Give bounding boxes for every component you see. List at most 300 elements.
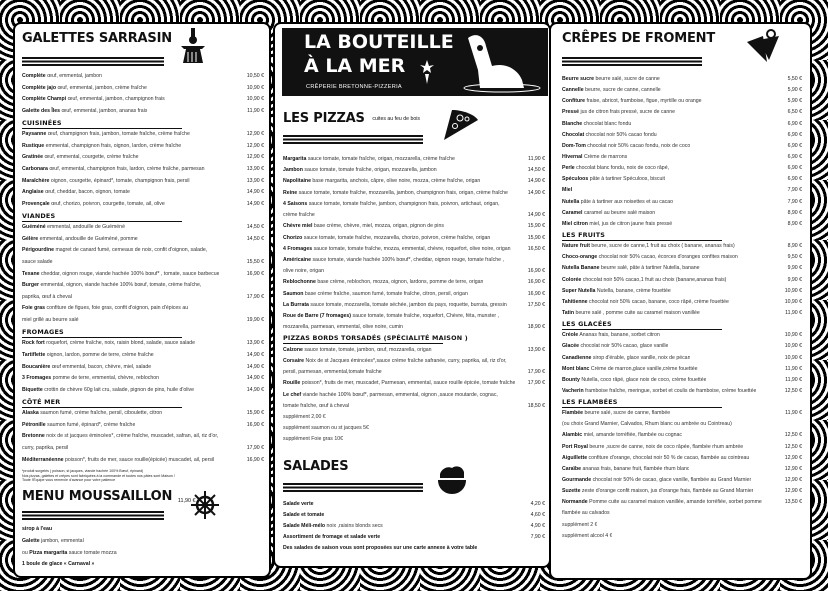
item-description: sauce tomate, mozzarella, tomate séchée, jambon du pays, roquette, burrata, gressin xyxy=(310,301,507,308)
item-description: oignon, lardon, pomme de terre, crème fraîche xyxy=(46,351,154,358)
item-price: 14,50 € xyxy=(246,224,264,231)
item-price: 11,90 € xyxy=(785,365,802,372)
item-price: 12,90 € xyxy=(246,154,264,161)
item-price: 19,90 € xyxy=(246,317,264,324)
item-price: 16,90 € xyxy=(527,290,545,297)
item-price: 14,90 € xyxy=(246,375,264,382)
item-price: 13,90 € xyxy=(246,165,264,172)
item-price: 14,90 € xyxy=(527,212,545,219)
menu-item xyxy=(562,375,802,386)
item-name: Burger xyxy=(22,282,40,289)
item-price: 12,50 € xyxy=(784,432,802,439)
item-description: chocolat noir 50% cacao,1 fruit au choix (banane,ananas frais) xyxy=(582,276,727,283)
item-price: 6,90 € xyxy=(787,153,802,160)
item-price: 6,90 € xyxy=(787,176,802,183)
item-price: 12,90 € xyxy=(784,488,802,495)
item-name: Galette des Îles xyxy=(22,107,61,114)
item-price: 16,90 € xyxy=(246,270,264,277)
menu-item xyxy=(22,83,264,95)
menu-item xyxy=(22,304,264,316)
item-name: Complète jajo xyxy=(22,84,57,91)
item-name: Foie gras xyxy=(22,305,46,312)
menu-item xyxy=(562,330,802,341)
item-description: Nutella, banane, crème fouettée xyxy=(596,287,671,294)
item-price: 17,90 € xyxy=(527,369,545,376)
item-name: 4 Saisons xyxy=(283,200,308,207)
menu-item xyxy=(283,401,545,412)
item-description: crème fraîche xyxy=(283,212,315,219)
item-price: 12,90 € xyxy=(784,454,802,461)
item-description: persil, parmesan, emmental,tomate fraîche xyxy=(283,369,382,376)
item-name: Texane xyxy=(22,270,40,277)
item-description: ou xyxy=(22,549,30,556)
item-price: 11,90 € xyxy=(785,309,802,316)
item-description: Crème de marron,glace vanille,crème fouettée xyxy=(590,365,698,372)
item-price: 7,90 € xyxy=(787,187,802,194)
item-description: noix de st jacques émincées*, crème fraîche, muscadet, safran, ail, riz d'or, xyxy=(46,433,219,440)
galettes-list xyxy=(22,71,264,466)
item-description: pâte à tartiner Spéculoos, biscuit xyxy=(589,176,665,183)
item-name: Gélère xyxy=(22,235,39,242)
item-description: miel grillé au beurre salé xyxy=(22,317,79,324)
bottle-mascot-icon xyxy=(462,32,544,94)
item-description: supplément alcool 4 € xyxy=(562,532,613,539)
item-description: poisson*, fruits de mer, sauce rouille(épicée) muscadet, ail, persil xyxy=(64,456,215,463)
item-description: chocolat blanc fondu xyxy=(583,120,632,127)
pizza-slice-icon xyxy=(440,106,480,142)
logo-banner xyxy=(282,28,548,96)
menu-item xyxy=(22,362,264,374)
menu-moussaillon-list xyxy=(22,524,264,570)
menu-item xyxy=(562,185,802,196)
item-description: paprika, œuf à cheval xyxy=(22,293,72,300)
menu-item xyxy=(22,420,264,432)
item-price: 15,90 € xyxy=(527,223,545,230)
menu-item xyxy=(562,431,802,442)
menu-item xyxy=(283,221,545,232)
menu-moussaillon-header xyxy=(22,488,264,505)
item-price: 14,90 € xyxy=(246,386,264,393)
menu-item xyxy=(562,475,802,486)
item-name: Des salades de saison vous sont proposées sur une carte annexe à votre table xyxy=(283,544,478,551)
item-name: Miel citron xyxy=(562,220,588,227)
item-description: Pomme cuite au caramel maison vanillée, amande torréfiée, sorbet pomme xyxy=(589,499,762,506)
item-price: 14,90 € xyxy=(246,351,264,358)
item-description: chocolat noir 50% de cacao, glace vanille, flambée au Grand Marnier xyxy=(592,477,752,484)
pizzas-column xyxy=(283,110,545,554)
menu-item xyxy=(22,524,264,536)
item-price: 17,50 € xyxy=(527,301,545,308)
menu-item xyxy=(22,141,264,153)
pizzas-list xyxy=(283,154,545,446)
galettes-title: GALETTES SARRASIN xyxy=(22,31,172,46)
item-name: Dom-Tom xyxy=(562,142,586,149)
breton-figure-icon xyxy=(178,28,208,66)
item-description: chocolat noir 50% cacao, glace vanille xyxy=(580,343,669,350)
footnote: Nos pizzas, galettes et crêpes sont fabriquées à la commande et toutes nos pâtes sont Maison ! xyxy=(22,473,175,478)
item-name: Boucanière xyxy=(22,363,51,370)
menu-item xyxy=(22,443,264,455)
item-name: Méditerranéenne xyxy=(22,456,64,463)
menu-item xyxy=(22,106,264,118)
menu-item xyxy=(562,386,802,397)
item-price: 12,50 € xyxy=(784,387,802,394)
section-heading: LES GLACÉES xyxy=(562,320,722,330)
item-description: Noix de st Jacques émincées*,sauce crème fraîche safranée, curry, paprika, ail, riz d'or, xyxy=(305,357,507,364)
menu-item xyxy=(22,338,264,350)
menu-item xyxy=(562,208,802,219)
menu-item xyxy=(283,532,545,543)
menu-item xyxy=(22,373,264,385)
item-name: Colorée xyxy=(562,276,582,283)
item-name: Corsaire xyxy=(283,357,305,364)
menu-item xyxy=(22,94,264,106)
menu-item xyxy=(562,419,802,430)
ship-wheel-icon xyxy=(190,490,220,520)
menu-item xyxy=(562,152,802,163)
menu-item xyxy=(562,464,802,475)
footnote: Toute l'Équipe vous remercie d'avance pour votre patience xyxy=(22,478,116,483)
menu-item xyxy=(283,390,545,401)
item-price: 6,90 € xyxy=(787,165,802,172)
menu-item xyxy=(283,188,545,199)
item-description: pâte à tartiner aux noisettes et au cacao xyxy=(580,198,674,205)
item-description: supplément saumon ou st jacques 5€ xyxy=(283,425,369,432)
menu-item xyxy=(283,378,545,389)
menu-item xyxy=(22,269,264,281)
crepes-icon xyxy=(745,28,781,64)
item-price: 14,50 € xyxy=(527,167,545,174)
item-name: Chocolat xyxy=(562,131,585,138)
menu-item xyxy=(562,174,802,185)
item-description: œuf emmental, bacon, chèvre, miel, salade xyxy=(51,363,152,370)
menu-item xyxy=(562,163,802,174)
logo-line1: LA BOUTEILLE xyxy=(304,31,454,53)
item-name: Gourmande xyxy=(562,477,592,484)
item-price: 9,90 € xyxy=(787,265,802,272)
menu-item xyxy=(283,210,545,221)
footnotes xyxy=(22,469,264,482)
item-name: Guéméné xyxy=(22,224,46,231)
item-description: sauce tomate mozza xyxy=(67,549,117,556)
menu-item xyxy=(283,345,545,356)
item-name: Blanche xyxy=(562,120,583,127)
item-name: Jambon xyxy=(283,167,303,174)
item-description: miel, amande torréfiée, flambée ou cognac xyxy=(583,432,682,439)
item-name: Complète Champi xyxy=(22,96,67,103)
section-heading: CÔTÉ MER xyxy=(22,398,182,408)
item-price: 18,90 € xyxy=(527,324,545,331)
item-description: miel, jus de citron jaune frais pressé xyxy=(589,220,673,227)
menu-item xyxy=(283,300,545,311)
item-description: emmental, oignon, viande hachée 100% bœuf, tomate, crème fraîche, xyxy=(40,282,202,289)
title-stripes xyxy=(283,483,423,493)
menu-item xyxy=(562,252,802,263)
menu-item xyxy=(283,423,545,434)
crepes-column xyxy=(562,30,802,542)
title-stripes xyxy=(22,57,164,67)
section-heading: FROMAGES xyxy=(22,328,182,338)
item-price: 13,90 € xyxy=(246,177,264,184)
menu-item xyxy=(283,233,545,244)
menu-item xyxy=(562,107,802,118)
item-name: Chèvre miel xyxy=(283,223,313,230)
item-price: 4,20 € xyxy=(530,500,545,507)
item-description: emmental, andouille de Guéméné xyxy=(47,224,125,231)
item-price: 16,90 € xyxy=(246,421,264,428)
item-description: cheddar, oignon rouge, viande hachée 100% bœuf* , tomate, sauce barbecue xyxy=(40,270,220,277)
item-name: Mont blanc xyxy=(562,365,590,372)
galettes-column xyxy=(22,30,264,571)
item-description: beurre salé, sucre de canne xyxy=(595,75,660,82)
item-name: Pizza margarita xyxy=(29,549,68,556)
item-description: œuf, emmental, jambon, crème fraîche xyxy=(57,84,147,91)
item-description: base crème, chèvre, miel, mozza, origan, pignon de pins xyxy=(313,223,444,230)
item-name: sirop à l'eau xyxy=(22,526,53,533)
item-name: Alambic xyxy=(562,432,583,439)
menu-item xyxy=(22,408,264,420)
menu-item xyxy=(283,367,545,378)
item-price: 9,50 € xyxy=(787,254,802,261)
item-price: 10,90 € xyxy=(246,84,264,91)
menu-item xyxy=(22,199,264,211)
item-price: 16,90 € xyxy=(246,456,264,463)
menu-item xyxy=(562,520,802,531)
salades-list xyxy=(283,499,545,554)
logo-tagline: CRÊPERIE BRETONNE-PIZZERIA xyxy=(306,84,402,90)
menu-item xyxy=(562,486,802,497)
item-description: œuf, emmental, jambon xyxy=(47,72,102,79)
item-price: 11,90 € xyxy=(785,410,802,417)
item-description: sauce tomate, viande hachée 100% bœuf*, cheddar, oignon rouge, tomate fraîche , xyxy=(312,256,504,263)
item-name: Confiture xyxy=(562,98,586,105)
item-description: chocolat noir 50% cacao fondu xyxy=(585,131,657,138)
menu-item xyxy=(22,234,264,246)
item-name: Choco-orange xyxy=(562,254,598,261)
item-description: sirop d'érable, glace vanille, noix de pécan xyxy=(592,354,691,361)
item-name: Périgourdine xyxy=(22,247,54,254)
item-description: supplément 2 € xyxy=(562,521,598,528)
menu-item xyxy=(562,497,802,508)
item-price: 18,50 € xyxy=(527,402,545,409)
item-name: Paysanne xyxy=(22,131,47,138)
item-price: 17,90 € xyxy=(527,380,545,387)
pizzas-header xyxy=(283,110,545,127)
item-name: Caramel xyxy=(562,209,583,216)
pizzas-subtitle: cuites au feu de bois xyxy=(372,115,420,122)
item-name: 1 boule de glace « Carnaval » xyxy=(22,561,95,568)
menu-item xyxy=(283,277,545,288)
item-description: base crème, reblochon, mozza, oignon, lardons, pomme de terre, origan xyxy=(317,279,484,286)
item-description: beurre ,sucre de canne, noix de coco râpée, flambée rhum ambrée xyxy=(589,443,744,450)
item-name: 3 Fromages xyxy=(22,375,52,382)
menu-item xyxy=(22,129,264,141)
item-name: Rock fort xyxy=(22,340,45,347)
item-name: Roue de Barre (7 fromages) xyxy=(283,313,352,320)
item-description: œuf, emmental, champignon frais, lardon, crème fraîche, parmesan xyxy=(49,165,205,172)
item-price: 16,90 € xyxy=(527,268,545,275)
item-name: Nutella Banane xyxy=(562,265,600,272)
item-name: Alaska xyxy=(22,410,39,417)
item-description: beurre, sucre de canne, cannelle xyxy=(585,87,661,94)
menu-item xyxy=(22,431,264,443)
item-price: 8,90 € xyxy=(787,243,802,250)
item-name: Salade verte xyxy=(283,500,314,507)
menu-item xyxy=(283,499,545,510)
item-price: 12,90 € xyxy=(246,142,264,149)
menu-item xyxy=(562,119,802,130)
item-description: base margarita, anchois, câpre, olive noire, mozza, crème fraîche, origan xyxy=(312,178,481,185)
menu-item xyxy=(22,292,264,304)
item-name: Miel xyxy=(562,187,573,194)
item-description: jambon, emmental xyxy=(41,538,84,545)
item-name: Maraîchère xyxy=(22,177,50,184)
item-description: beurre salé, pâte à tartiner Nutella, banane xyxy=(600,265,700,272)
item-price: 16,90 € xyxy=(527,279,545,286)
section-heading: CUISINÉES xyxy=(22,119,182,129)
section-heading: PIZZAS BORDS TORSADÉS (SPÉCIALITÉ MAISON ) xyxy=(283,334,468,343)
menu-item xyxy=(562,197,802,208)
section-heading: VIANDES xyxy=(22,212,182,222)
item-description: chocolat noir 50% cacao, banane, coco râpé, crème fouettée xyxy=(589,298,729,305)
item-description: curry, paprika, persil xyxy=(22,444,69,451)
item-name: Napolitaine xyxy=(283,178,311,185)
item-name: Américaine xyxy=(283,256,311,263)
item-price: 13,50 € xyxy=(784,499,802,506)
menu-item xyxy=(562,531,802,542)
menu-item xyxy=(22,315,264,327)
item-name: Complète xyxy=(22,72,46,79)
item-price: 4,90 € xyxy=(530,522,545,529)
ermine-icon xyxy=(420,60,434,84)
menu-item xyxy=(22,385,264,397)
item-name: Vacherin xyxy=(562,387,584,394)
menu-item xyxy=(22,245,264,257)
item-description: caramel au beurre salé maison xyxy=(583,209,656,216)
pizzas-title: LES PIZZAS xyxy=(283,111,365,126)
item-name: Salade et tomate xyxy=(283,511,325,518)
item-description: magret de canard fumé, cerneaux de noix, confit d'oignon, salade, xyxy=(55,247,208,254)
item-price: 14,90 € xyxy=(246,363,264,370)
item-description: base crème fraîche, saumon fumé, tomate fraîche, citron, persil, origan xyxy=(304,290,468,297)
item-name: Beurre sucre xyxy=(562,75,595,82)
item-price: 15,90 € xyxy=(246,410,264,417)
item-price: 14,90 € xyxy=(246,200,264,207)
item-price: 15,50 € xyxy=(246,258,264,265)
menu-item xyxy=(283,322,545,333)
menu-item xyxy=(562,308,802,319)
item-description: sauce salade xyxy=(22,258,53,265)
menu-item xyxy=(283,244,545,255)
item-name: Rustique xyxy=(22,142,45,149)
item-name: Assortiment de fromage et salade verte xyxy=(283,533,381,540)
item-name: Normande xyxy=(562,499,588,506)
item-description: emmental, champignon frais, oignon, lardon, crème fraîche xyxy=(45,142,182,149)
menu-item xyxy=(283,255,545,266)
salad-bowl-icon xyxy=(436,466,468,496)
footnote: *produit surgelés ( poisson, st jacques, viande hachée 100% Bœuf, épinard) xyxy=(22,469,144,474)
item-price: 7,90 € xyxy=(530,533,545,540)
item-description: saumon fumé, crème fraîche, persil, ciboulette, citron xyxy=(40,410,163,417)
title-stripes xyxy=(562,57,702,67)
item-name: Aiguillette xyxy=(562,454,588,461)
item-description: sauce tomate, tomate fraîche, jambon, champignon frais, poivron, artichaut, origan, xyxy=(308,200,500,207)
menu-moussaillon-title: MENU MOUSSAILLON xyxy=(22,489,173,505)
item-description: supplément 2,00 € xyxy=(283,414,326,421)
item-description: framboise fraîche, meringue, sorbet et coulis de framboise, crème fouettée xyxy=(585,387,757,394)
item-name: Tartiflette xyxy=(22,351,46,358)
menu-item xyxy=(283,311,545,322)
item-description: Nutella, coco râpé, glace noix de coco, crème fouettée xyxy=(581,376,707,383)
item-description: (ou choix Grand Marnier, Calvados, Rhum blanc ou ambrée ou Cointreau) xyxy=(562,421,732,428)
menu-item xyxy=(283,543,545,554)
item-description: jus de citron frais pressé, sucre de canne xyxy=(580,109,676,116)
menu-item xyxy=(562,275,802,286)
item-description: œuf, champignon frais, jambon, tomate fraîche, crème fraîche xyxy=(47,131,190,138)
menu-item xyxy=(22,280,264,292)
item-price: 14,90 € xyxy=(527,178,545,185)
item-name: Bounty xyxy=(562,376,580,383)
menu-moussaillon-price: 11,90 € xyxy=(177,498,196,505)
menu-item xyxy=(22,164,264,176)
menu-item xyxy=(562,297,802,308)
item-description: œuf, emmental, jambon, ananas frais xyxy=(61,107,148,114)
item-price: 5,50 € xyxy=(787,75,802,82)
item-description: Ananas frais, banane, sorbet citron xyxy=(579,332,660,339)
item-description: sauce tomate, tomate fraîche, mozzarella, jambon, champignon frais, origan, crème fraîche xyxy=(298,189,508,196)
item-name: Suzette xyxy=(562,488,581,495)
item-name: Port Royal xyxy=(562,443,588,450)
item-description: fraise, abricot, framboise, figue, myrtille ou orange xyxy=(586,98,702,105)
menu-item xyxy=(22,455,264,467)
item-description: oignon, courgette, épinard*, tomate, champignon frais, persil xyxy=(50,177,190,184)
item-price: 13,90 € xyxy=(246,340,264,347)
item-price: 12,90 € xyxy=(784,477,802,484)
item-price: 11,90 € xyxy=(785,376,802,383)
item-price: 8,90 € xyxy=(787,209,802,216)
item-price: 10,90 € xyxy=(784,332,802,339)
menu-item xyxy=(562,442,802,453)
item-description: sauce tomate, tomate fraîche, roquefort, Chèvre, féta, munster , xyxy=(352,313,499,320)
item-price: 14,90 € xyxy=(527,189,545,196)
item-description: sauce tomate, tomate fraîche, mozza, emmental, chèvre, roquefort, olive noire, origan xyxy=(313,245,511,252)
menu-item xyxy=(22,152,264,164)
item-name: Perle xyxy=(562,165,575,172)
menu-item xyxy=(562,263,802,274)
item-price: 12,90 € xyxy=(784,465,802,472)
item-name: Gratinée xyxy=(22,154,44,161)
menu-item xyxy=(562,74,802,85)
item-name: Carbonara xyxy=(22,165,48,172)
item-price: 8,90 € xyxy=(787,220,802,227)
item-name: Calzone xyxy=(283,346,303,353)
menu-item xyxy=(22,350,264,362)
item-description: zeste d'orange confit maison, jus d'orange frais, flambée au Grand Marnier xyxy=(581,488,754,495)
item-name: Galette xyxy=(22,538,40,545)
item-name: Nutella xyxy=(562,198,580,205)
item-price: 7,90 € xyxy=(787,198,802,205)
item-description: olive noire, origan xyxy=(283,268,324,275)
menu-item xyxy=(283,176,545,187)
item-name: Saumon xyxy=(283,290,304,297)
item-name: Tatin xyxy=(562,309,575,316)
menu-item xyxy=(562,286,802,297)
item-description: sauce tomate, tomate fraîche, mozzarella, chorizo, poivron, crème fraîche, origan xyxy=(303,234,491,241)
item-description: sauce tomate, tomate, jambon, œuf, mozzarella, origan xyxy=(304,346,432,353)
item-name: Pressé xyxy=(562,109,580,116)
menu-item xyxy=(283,356,545,367)
item-description: confiture d'orange, chocolat noir 50 % de cacao, flambée au cointreau xyxy=(588,454,750,461)
